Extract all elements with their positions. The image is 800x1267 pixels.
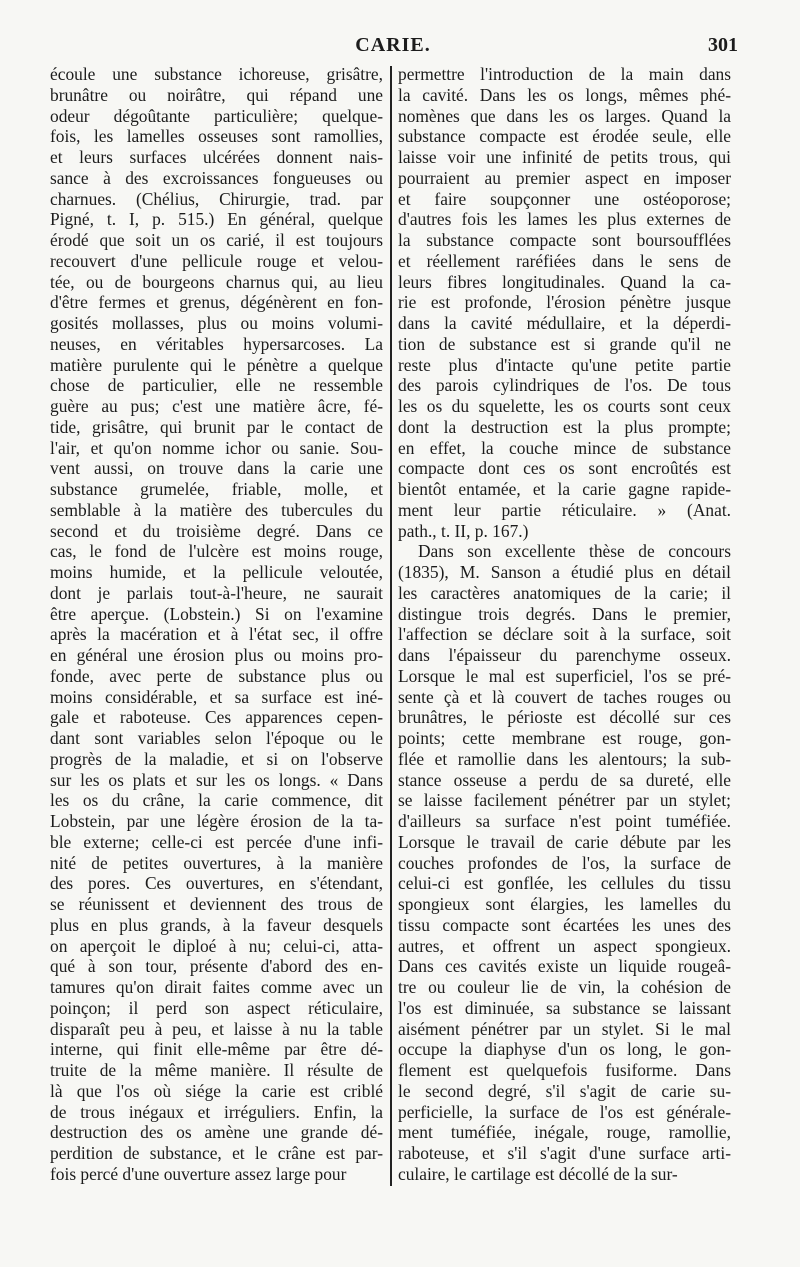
text-line: raboteuse, et s'il s'agit d'une surface arti- bbox=[398, 1143, 731, 1163]
text-line: gale et raboteuse. Ces apparences cepen- bbox=[50, 707, 383, 728]
text-line: sente çà et là couvert de taches rouges ou bbox=[398, 686, 731, 707]
text-line: la substance compacte sont boursoufflées bbox=[398, 230, 731, 250]
text-line: perdition de substance, et le crâne est par- bbox=[50, 1143, 383, 1163]
text-line: occupe la diaphyse d'un os long, le gon- bbox=[398, 1039, 731, 1060]
text-line: distingue trois degrés. Dans le premier, bbox=[398, 603, 731, 624]
text-line: aisément pénétrer par un stylet. Si le mal bbox=[398, 1018, 731, 1039]
text-line: dont la destruction est la plus prompte; bbox=[398, 416, 731, 437]
text-line: de trous inégaux et irréguliers. Enfin, la bbox=[50, 1101, 383, 1122]
text-line: matière purulente qui le pénètre a quelque bbox=[50, 354, 383, 375]
text-line: l'affection se déclare soit à la surface, soit bbox=[398, 624, 731, 645]
text-line: l'os est diminuée, sa substance se laissant bbox=[398, 997, 731, 1018]
column-divider bbox=[390, 66, 392, 1186]
text-line: nomènes que dans les os larges. Quand la bbox=[398, 105, 731, 126]
text-line: qué à son tour, présente d'abord des en- bbox=[50, 956, 383, 977]
text-line: nité de petites ouvertures, à la manière bbox=[50, 852, 383, 873]
text-line: Lorsque le mal est superficiel, l'os se pré- bbox=[398, 665, 731, 686]
text-line: destruction des os amène une grande dé- bbox=[50, 1122, 383, 1143]
text-line: guère au pus; c'est une matière âcre, fé- bbox=[50, 396, 383, 416]
text-line: d'être fermes et grenus, dégénèrent en fon- bbox=[50, 292, 383, 313]
text-line: leurs fibres longitudinales. Quand la ca- bbox=[398, 271, 731, 292]
text-line: érodé que soit un os carié, il est toujours bbox=[50, 230, 383, 250]
text-line: Dans ces cavités existe un liquide rougeâ- bbox=[398, 956, 731, 977]
text-line: se réunissent et deviennent des trous de bbox=[50, 894, 383, 914]
text-line: spongieux sont élargies, les lamelles du bbox=[398, 894, 731, 914]
text-line: chose de particulier, elle ne ressemble bbox=[50, 375, 383, 396]
text-line: rie est profonde, l'érosion pénètre jusque bbox=[398, 292, 731, 313]
text-line: d'autres fois les lames les plus externes de bbox=[398, 209, 731, 230]
left-column bbox=[50, 64, 383, 1185]
text-line: cas, le fond de l'ulcère est moins rouge, bbox=[50, 541, 383, 562]
text-line: tamures qu'on dirait faites comme avec un bbox=[50, 977, 383, 997]
text-line: brunâtre ou noirâtre, qui répand une bbox=[50, 84, 383, 105]
text-line: l'air, et qu'on nomme ichor ou sanie. Sou- bbox=[50, 437, 383, 458]
text-line: tide, grisâtre, qui brunit par le contact de bbox=[50, 416, 383, 437]
text-line: autres, et offrent un aspect spongieux. bbox=[398, 935, 731, 956]
text-line: on aperçoit le diploé à nu; celui-ci, atta- bbox=[50, 935, 383, 956]
text-line: le second degré, s'il s'agit de carie su- bbox=[398, 1080, 731, 1101]
text-line: flée et ramollie dans les alentours; la sub- bbox=[398, 748, 731, 769]
text-line: se laisse facilement pénétrer par un stylet; bbox=[398, 790, 731, 811]
text-line: semblable à la matière des tubercules du bbox=[50, 499, 383, 520]
text-line: d'ailleurs sa surface n'est point tuméfiée. bbox=[398, 811, 731, 831]
text-line: écoule une substance ichoreuse, grisâtre, bbox=[50, 64, 383, 84]
text-line: les os du crâne, la carie commence, dit bbox=[50, 790, 383, 811]
text-line: (1835), M. Sanson a étudié plus en détail bbox=[398, 562, 731, 582]
text-line: sance à des excroissances fongueuses ou bbox=[50, 167, 383, 188]
text-line: couches profondes de l'os, la surface de bbox=[398, 852, 731, 873]
text-line: neuses, en véritables hypersarcoses. La bbox=[50, 333, 383, 354]
text-line: fois percé d'une ouverture assez large pour bbox=[50, 1163, 347, 1184]
page-header bbox=[48, 34, 738, 64]
text-line: Pigné, t. I, p. 515.) En général, quelque bbox=[50, 209, 383, 230]
text-line: fonde, avec perte de substance plus ou bbox=[50, 665, 383, 686]
text-line: perficielle, la surface de l'os est générale- bbox=[398, 1101, 731, 1122]
text-line: et leurs surfaces ulcérées donnent nais- bbox=[50, 147, 383, 167]
text-line: culaire, le cartilage est décollé de la sur- bbox=[398, 1163, 678, 1184]
text-line: tion de substance est si grande qu'il ne bbox=[398, 333, 731, 354]
text-line: en effet, la couche mince de substance bbox=[398, 437, 731, 458]
text-line: recouvert d'une pellicule rouge et velou- bbox=[50, 250, 383, 271]
text-line: odeur dégoûtante particulière; quelque- bbox=[50, 105, 383, 126]
text-line: des parois cylindriques de l'os. De tous bbox=[398, 375, 731, 396]
text-line: compacte dont ces os sont encroûtés est bbox=[398, 458, 731, 479]
text-line: brunâtres, le périoste est décollé sur ces bbox=[398, 707, 731, 728]
text-line: laisse voir une infinité de petits trous, qui bbox=[398, 147, 731, 167]
text-line: points; cette membrane est rouge, gon- bbox=[398, 728, 731, 748]
text-line: celui-ci est gonflée, les cellules du tissu bbox=[398, 873, 731, 894]
text-line: être aperçue. (Lobstein.) Si on l'examine bbox=[50, 603, 383, 624]
text-line: les caractères anatomiques de la carie; il bbox=[398, 582, 731, 603]
text-line: en général une érosion plus ou moins pro- bbox=[50, 645, 383, 665]
text-line: dont je parlais tout-à-l'heure, ne saurait bbox=[50, 582, 383, 603]
text-line: là que l'os où siége la carie est criblé bbox=[50, 1080, 383, 1101]
page-number: 301 bbox=[708, 34, 738, 56]
text-line: ment tuméfiée, inégale, rouge, ramollie, bbox=[398, 1122, 731, 1143]
text-line: truite de la même manière. Il résulte de bbox=[50, 1060, 383, 1080]
text-line: flement est quelquefois fusiforme. Dans bbox=[398, 1060, 731, 1080]
text-line: les os du squelette, les os courts sont ceux bbox=[398, 396, 731, 416]
text-line: charnues. (Chélius, Chirurgie, trad. par bbox=[50, 188, 383, 209]
text-line: substance grumelée, friable, molle, et bbox=[50, 479, 383, 499]
text-line: disparaît peu à peu, et laisse à nu la table bbox=[50, 1018, 383, 1039]
text-line: tissu compacte sont écartées les unes des bbox=[398, 914, 731, 935]
text-line: substance compacte est érodée seule, elle bbox=[398, 126, 731, 147]
text-line: fois, les lamelles osseuses sont ramollies, bbox=[50, 126, 383, 147]
text-line: ble externe; celle-ci est percée d'une infi- bbox=[50, 831, 383, 852]
text-line: reste plus d'intacte qu'une petite partie bbox=[398, 354, 731, 375]
text-line: dans la cavité médullaire, et la déperdi- bbox=[398, 313, 731, 333]
text-line: interne, qui finit elle-même par être dé- bbox=[50, 1039, 383, 1060]
text-line: tée, ou de bourgeons charnus qui, au lieu bbox=[50, 271, 383, 292]
text-line: après la macération et à l'état sec, il offre bbox=[50, 624, 383, 645]
text-line: la cavité. Dans les os longs, mêmes phé- bbox=[398, 84, 731, 105]
text-line: moins considérable, et sa surface est iné- bbox=[50, 686, 383, 707]
text-line: Lorsque le travail de carie débute par les bbox=[398, 831, 731, 852]
text-line: permettre l'introduction de la main dans bbox=[398, 64, 731, 84]
right-column bbox=[398, 64, 731, 1185]
text-line: tre ou couleur lie de vin, la cohésion de bbox=[398, 977, 731, 997]
text-line: second et du troisième degré. Dans ce bbox=[50, 520, 383, 541]
text-line: plus en plus grands, à la faveur desquels bbox=[50, 914, 383, 935]
text-line: stance osseuse a perdu de sa dureté, elle bbox=[398, 769, 731, 790]
text-line: et réellement raréfiées dans le sens de bbox=[398, 250, 731, 271]
text-line: Dans son excellente thèse de concours bbox=[418, 541, 731, 562]
text-line: vent aussi, on trouve dans la carie une bbox=[50, 458, 383, 479]
text-line: gosités mollasses, plus ou moins volumi- bbox=[50, 313, 383, 333]
text-line: et faire soupçonner une ostéoporose; bbox=[398, 188, 731, 209]
text-line: des pores. Ces ouvertures, en s'étendant, bbox=[50, 873, 383, 894]
text-line: dans l'épaisseur du parenchyme osseux. bbox=[398, 645, 731, 665]
text-line: moins humide, et la pellicule veloutée, bbox=[50, 562, 383, 582]
text-line: path., t. II, p. 167.) bbox=[398, 520, 529, 541]
text-line: Lobstein, par une légère érosion de la ta- bbox=[50, 811, 383, 831]
text-line: pourraient au premier aspect en imposer bbox=[398, 167, 731, 188]
text-line: poinçon; il perd son aspect réticulaire, bbox=[50, 997, 383, 1018]
text-line: dant sont variables selon l'époque ou le bbox=[50, 728, 383, 748]
text-line: bientôt entamée, et la carie gagne rapide- bbox=[398, 479, 731, 499]
text-line: ment leur partie réticulaire. » (Anat. bbox=[398, 499, 731, 520]
running-head: CARIE. bbox=[355, 34, 431, 56]
text-line: sur les os plats et sur les os longs. « Dans bbox=[50, 769, 383, 790]
text-line: progrès de la maladie, et si on l'observe bbox=[50, 748, 383, 769]
